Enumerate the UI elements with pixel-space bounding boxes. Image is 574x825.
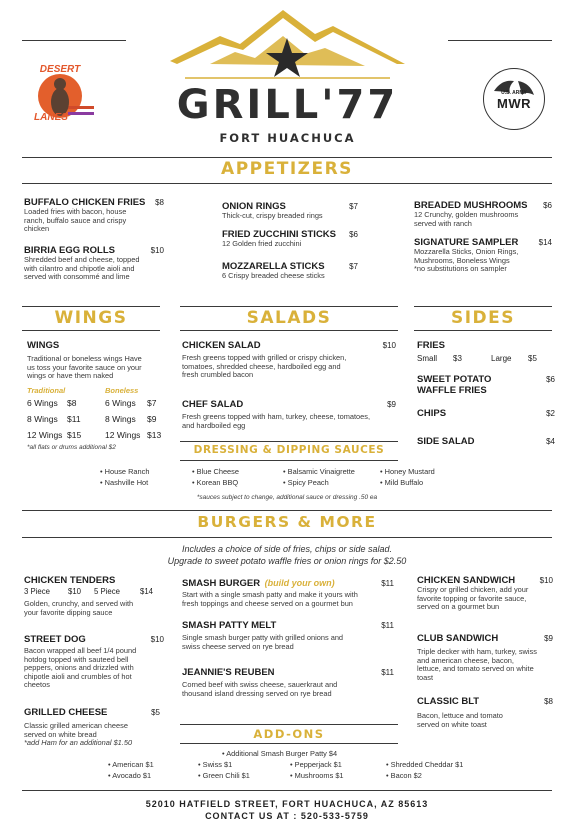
appetizer-item xyxy=(24,197,164,234)
item-name: CLASSIC BLT xyxy=(417,696,480,707)
sides-title: SIDES xyxy=(450,308,516,328)
burgers-intro-2: Upgrade to sweet potato waffle fries or onion rings for $2.50 xyxy=(167,556,407,566)
item-desc: 12 Crunchy, golden mushrooms served with ranch xyxy=(414,210,519,228)
wings-row-label: 8 Wings xyxy=(27,413,58,424)
wings-row-trad: $8 xyxy=(67,397,77,408)
wings-row xyxy=(27,430,167,440)
footer-contact: CONTACT US AT : 520-533-5759 xyxy=(205,811,369,821)
item-price: $10 xyxy=(150,635,164,644)
item-desc: Bacon, lettuce and tomato served on white toast xyxy=(417,711,503,729)
wings-title: WINGS xyxy=(54,308,128,328)
side-item xyxy=(417,436,555,447)
item-desc: Single smash burger patty with grilled onions and swiss cheese served on rye bread xyxy=(182,633,344,651)
burger-item-tenders xyxy=(24,575,160,617)
item-name: CHICKEN TENDERS xyxy=(24,575,116,586)
item-desc: Fresh greens topped with ham, turkey, cheese, tomatoes, and hardboiled egg xyxy=(182,412,371,430)
burger-item-patty-melt xyxy=(182,620,394,651)
burger-item-reuben xyxy=(182,667,394,698)
wings-boneless-header: Boneless xyxy=(105,385,139,395)
item-price: $2 xyxy=(546,409,555,418)
header-rule-left xyxy=(22,40,126,41)
item-price: $4 xyxy=(546,437,555,446)
item-desc: 12 Golden fried zucchini xyxy=(222,239,302,248)
mwr-small-text: U.S. ARMY xyxy=(501,90,527,96)
item-name: CHICKEN SANDWICH xyxy=(417,575,516,586)
item-tag: (build your own) xyxy=(264,578,335,588)
burger-item-grilled-cheese xyxy=(24,707,160,748)
mountain-star-logo xyxy=(165,6,410,90)
item-name: BUFFALO CHICKEN FRIES xyxy=(24,197,146,208)
burger-item-club xyxy=(417,633,553,682)
wings-row-label: 12 Wings xyxy=(105,429,141,440)
item-desc: Mozzarella Sticks, Onion Rings, Mushrooms, Boneless Wings xyxy=(414,247,519,265)
sauce-list-1 xyxy=(100,466,149,488)
addon-list-2 xyxy=(198,759,250,781)
item-name: CLUB SANDWICH xyxy=(417,633,499,644)
item-desc: Bacon wrapped all beef 1/4 pound hotdog topped with sauteed bell peppers, onions and drizzled with chipotle aioli and crumbles of hot cheetos xyxy=(24,646,137,690)
item-name: SMASH PATTY MELT xyxy=(182,620,277,631)
wings-rule-bottom xyxy=(22,330,160,331)
item-price: $11 xyxy=(381,579,394,588)
tenders-price1: $10 xyxy=(68,587,82,596)
wings-row-label: 6 Wings xyxy=(105,397,136,408)
header-rule-right xyxy=(448,40,552,41)
appetizers-rule-bottom xyxy=(22,183,552,184)
tenders-opt2: 5 Piece xyxy=(94,587,121,596)
wings-row-label: 6 Wings xyxy=(27,397,58,408)
mwr-text: MWR xyxy=(497,96,531,111)
addons-title: ADD-ONS xyxy=(253,727,325,741)
wings-row-bone: $13 xyxy=(147,429,162,440)
wings-row-label: 8 Wings xyxy=(105,413,136,424)
addon-item: • Pepperjack $1 xyxy=(290,759,344,770)
item-name: MOZZARELLA STICKS xyxy=(222,261,325,272)
fries-small-label: Small xyxy=(417,354,438,363)
item-desc: Golden, crunchy, and served with your favorite dipping sauce xyxy=(24,599,134,617)
item-price: $9 xyxy=(544,634,553,643)
addon-item: • Green Chili $1 xyxy=(198,770,250,781)
sauces-rule-top xyxy=(180,441,398,442)
item-desc: Thick-cut, crispy breaded rings xyxy=(222,211,323,220)
salads-title: SALADS xyxy=(246,308,332,328)
item-desc: Loaded fries with bacon, house ranch, buffalo sauce and crispy chicken xyxy=(24,207,127,234)
burger-item-blt xyxy=(417,696,553,729)
addons-rule-top xyxy=(180,724,398,725)
sauces-note: *sauces subject to change, additional sauce or dressing .50 ea xyxy=(196,494,378,501)
item-name: BREADED MUSHROOMS xyxy=(414,200,528,211)
appetizer-item xyxy=(222,261,358,281)
item-price: $10 xyxy=(539,576,553,585)
burgers-title: BURGERS & MORE xyxy=(197,513,377,531)
wings-row-bone: $9 xyxy=(147,413,157,424)
sauce-item: • Balsamic Vinaigrette xyxy=(283,466,355,477)
appetizers-title: APPETIZERS xyxy=(221,159,353,179)
desert-lanes-logo xyxy=(24,62,96,128)
desert-lanes-top-text: DESERT xyxy=(39,64,81,75)
appetizer-item xyxy=(24,245,164,282)
footer-address: 52010 HATFIELD STREET, FORT HUACHUCA, AZ 85613 xyxy=(145,799,429,809)
item-price: $7 xyxy=(349,202,358,211)
burgers-rule-top xyxy=(22,510,552,511)
item-desc: Start with a single smash patty and make it yours with fresh toppings and cheese served on a gourmet bun xyxy=(182,590,358,608)
wings-rule-top xyxy=(22,306,160,307)
wings-desc: Traditional or boneless wings Have us toss your favorite sauce on your wings or have them naked xyxy=(27,354,142,381)
item-desc: 6 Crispy breaded cheese sticks xyxy=(222,271,325,280)
sides-rule-bottom xyxy=(414,330,552,331)
fries-small-price: $3 xyxy=(453,354,462,363)
desert-lanes-bottom-text: LANES xyxy=(34,112,68,123)
salads-rule-top xyxy=(180,306,398,307)
item-name: JEANNIE'S REUBEN xyxy=(182,667,275,678)
appetizer-item xyxy=(222,201,358,221)
addon-item: • American $1 xyxy=(108,759,154,770)
item-name: CHEF SALAD xyxy=(182,399,244,410)
item-price: $6 xyxy=(543,201,552,210)
sauce-item: • Nashville Hot xyxy=(100,477,149,488)
wings-row-trad: $15 xyxy=(67,429,82,440)
item-price: $5 xyxy=(151,708,160,717)
item-price: $8 xyxy=(544,697,553,706)
fries-name: FRIES xyxy=(417,340,445,351)
item-price: $9 xyxy=(387,400,396,409)
addon-item: • Shredded Cheddar $1 xyxy=(386,759,463,770)
addon-list-1 xyxy=(108,759,154,781)
item-note: *add Ham for an additional $1.50 xyxy=(24,738,133,748)
item-name: BIRRIA EGG ROLLS xyxy=(24,245,115,256)
burger-item-chicken-sandwich xyxy=(417,575,553,612)
fries-large-label: Large xyxy=(491,354,512,363)
addon-item: • Avocado $1 xyxy=(108,770,154,781)
tenders-opt1: 3 Piece xyxy=(24,587,51,596)
burgers-rule-bottom xyxy=(22,537,552,538)
sauces-rule-bottom xyxy=(180,460,398,461)
item-price: $10 xyxy=(382,341,396,350)
appetizers-rule-top xyxy=(22,157,552,158)
item-name: FRIED ZUCCHINI STICKS xyxy=(222,229,336,240)
tenders-price2: $14 xyxy=(140,587,154,596)
item-price: $10 xyxy=(150,246,164,255)
item-price: $6 xyxy=(546,375,555,384)
appetizer-item xyxy=(414,237,552,274)
item-name: SMASH BURGER xyxy=(182,578,261,589)
item-name: CHICKEN SALAD xyxy=(182,340,261,351)
addon-list-3 xyxy=(290,759,344,781)
army-mwr-logo xyxy=(483,68,545,130)
sauce-list-2 xyxy=(192,466,239,488)
item-price: $8 xyxy=(155,198,164,207)
wings-row-label: 12 Wings xyxy=(27,429,63,440)
item-desc: Classic grilled american cheese served on white bread xyxy=(24,721,128,739)
item-name: SIGNATURE SAMPLER xyxy=(414,237,519,248)
sauce-item: • Blue Cheese xyxy=(192,466,239,477)
wings-note: *all flats or drums additional $2 xyxy=(27,443,116,451)
wings-row xyxy=(27,414,167,424)
burger-item-smash xyxy=(182,573,394,608)
fries-large-price: $5 xyxy=(528,354,537,363)
wings-block xyxy=(27,340,167,451)
sauce-list-4 xyxy=(380,466,435,488)
salad-item xyxy=(182,399,396,430)
side-fries xyxy=(417,340,553,363)
footer-rule xyxy=(22,790,552,791)
item-desc: Crispy or grilled chicken, add your favorite topping or favorite sauce, served on a gourmet bun xyxy=(417,585,529,612)
side-item xyxy=(417,374,555,396)
item-name: STREET DOG xyxy=(24,634,86,645)
appetizer-item xyxy=(222,229,358,249)
item-price: $11 xyxy=(381,668,394,677)
item-price: $6 xyxy=(349,230,358,239)
sauce-list-3 xyxy=(283,466,355,488)
appetizer-item xyxy=(414,200,552,228)
sides-rule-top xyxy=(414,306,552,307)
salad-item xyxy=(182,340,396,380)
restaurant-title: GRILL'77 xyxy=(176,82,399,128)
wings-row-bone: $7 xyxy=(147,397,157,408)
item-desc: Shredded beef and cheese, topped with cilantro and chipotle aioli and served with consommé and lime xyxy=(24,255,140,282)
item-desc: Fresh greens topped with grilled or crispy chicken, tomatoes, shredded cheese, hardboiled egg and fresh crumbled bacon xyxy=(182,353,347,380)
item-name: SIDE SALAD xyxy=(417,436,475,447)
wings-row xyxy=(27,398,167,408)
restaurant-subtitle: FORT HUACHUCA xyxy=(219,131,356,145)
item-name: CHIPS xyxy=(417,408,447,419)
item-name: SWEET POTATO WAFFLE FRIES xyxy=(417,374,492,396)
addon-item: • Swiss $1 xyxy=(198,759,250,770)
item-price: $11 xyxy=(381,621,394,630)
addon-top: • Additional Smash Burger Patty $4 xyxy=(222,748,337,759)
sauces-title: DRESSING & DIPPING SAUCES xyxy=(193,444,385,456)
sauce-item: • House Ranch xyxy=(100,466,149,477)
item-desc: Corned beef with swiss cheese, sauerkraut and thousand island dressing served on rye bread xyxy=(182,680,338,698)
wings-row-trad: $11 xyxy=(67,413,81,424)
item-name: GRILLED CHEESE xyxy=(24,707,108,718)
sauce-item: • Honey Mustard xyxy=(380,466,435,477)
sauce-item: • Korean BBQ xyxy=(192,477,239,488)
side-item xyxy=(417,408,555,419)
item-desc: Triple decker with ham, turkey, swiss and american cheese, bacon, lettuce, and tomato served on white toast xyxy=(417,647,537,682)
wings-traditional-header: Traditional xyxy=(27,385,66,395)
sauce-item: • Spicy Peach xyxy=(283,477,355,488)
addon-item: • Mushrooms $1 xyxy=(290,770,344,781)
item-price: $7 xyxy=(349,262,358,271)
addon-item: • Bacon $2 xyxy=(386,770,463,781)
item-price: $14 xyxy=(538,238,552,247)
addons-rule-bottom xyxy=(180,743,398,744)
sauce-item: • Mild Buffalo xyxy=(380,477,435,488)
salads-rule-bottom xyxy=(180,330,398,331)
item-name: ONION RINGS xyxy=(222,201,286,212)
wings-name: WINGS xyxy=(27,340,60,351)
burger-item-street-dog xyxy=(24,634,164,690)
addon-list-4 xyxy=(386,759,463,781)
item-note: *no substitutions on sampler xyxy=(414,264,507,274)
burgers-intro-1: Includes a choice of side of fries, chips or side salad. xyxy=(181,544,393,554)
